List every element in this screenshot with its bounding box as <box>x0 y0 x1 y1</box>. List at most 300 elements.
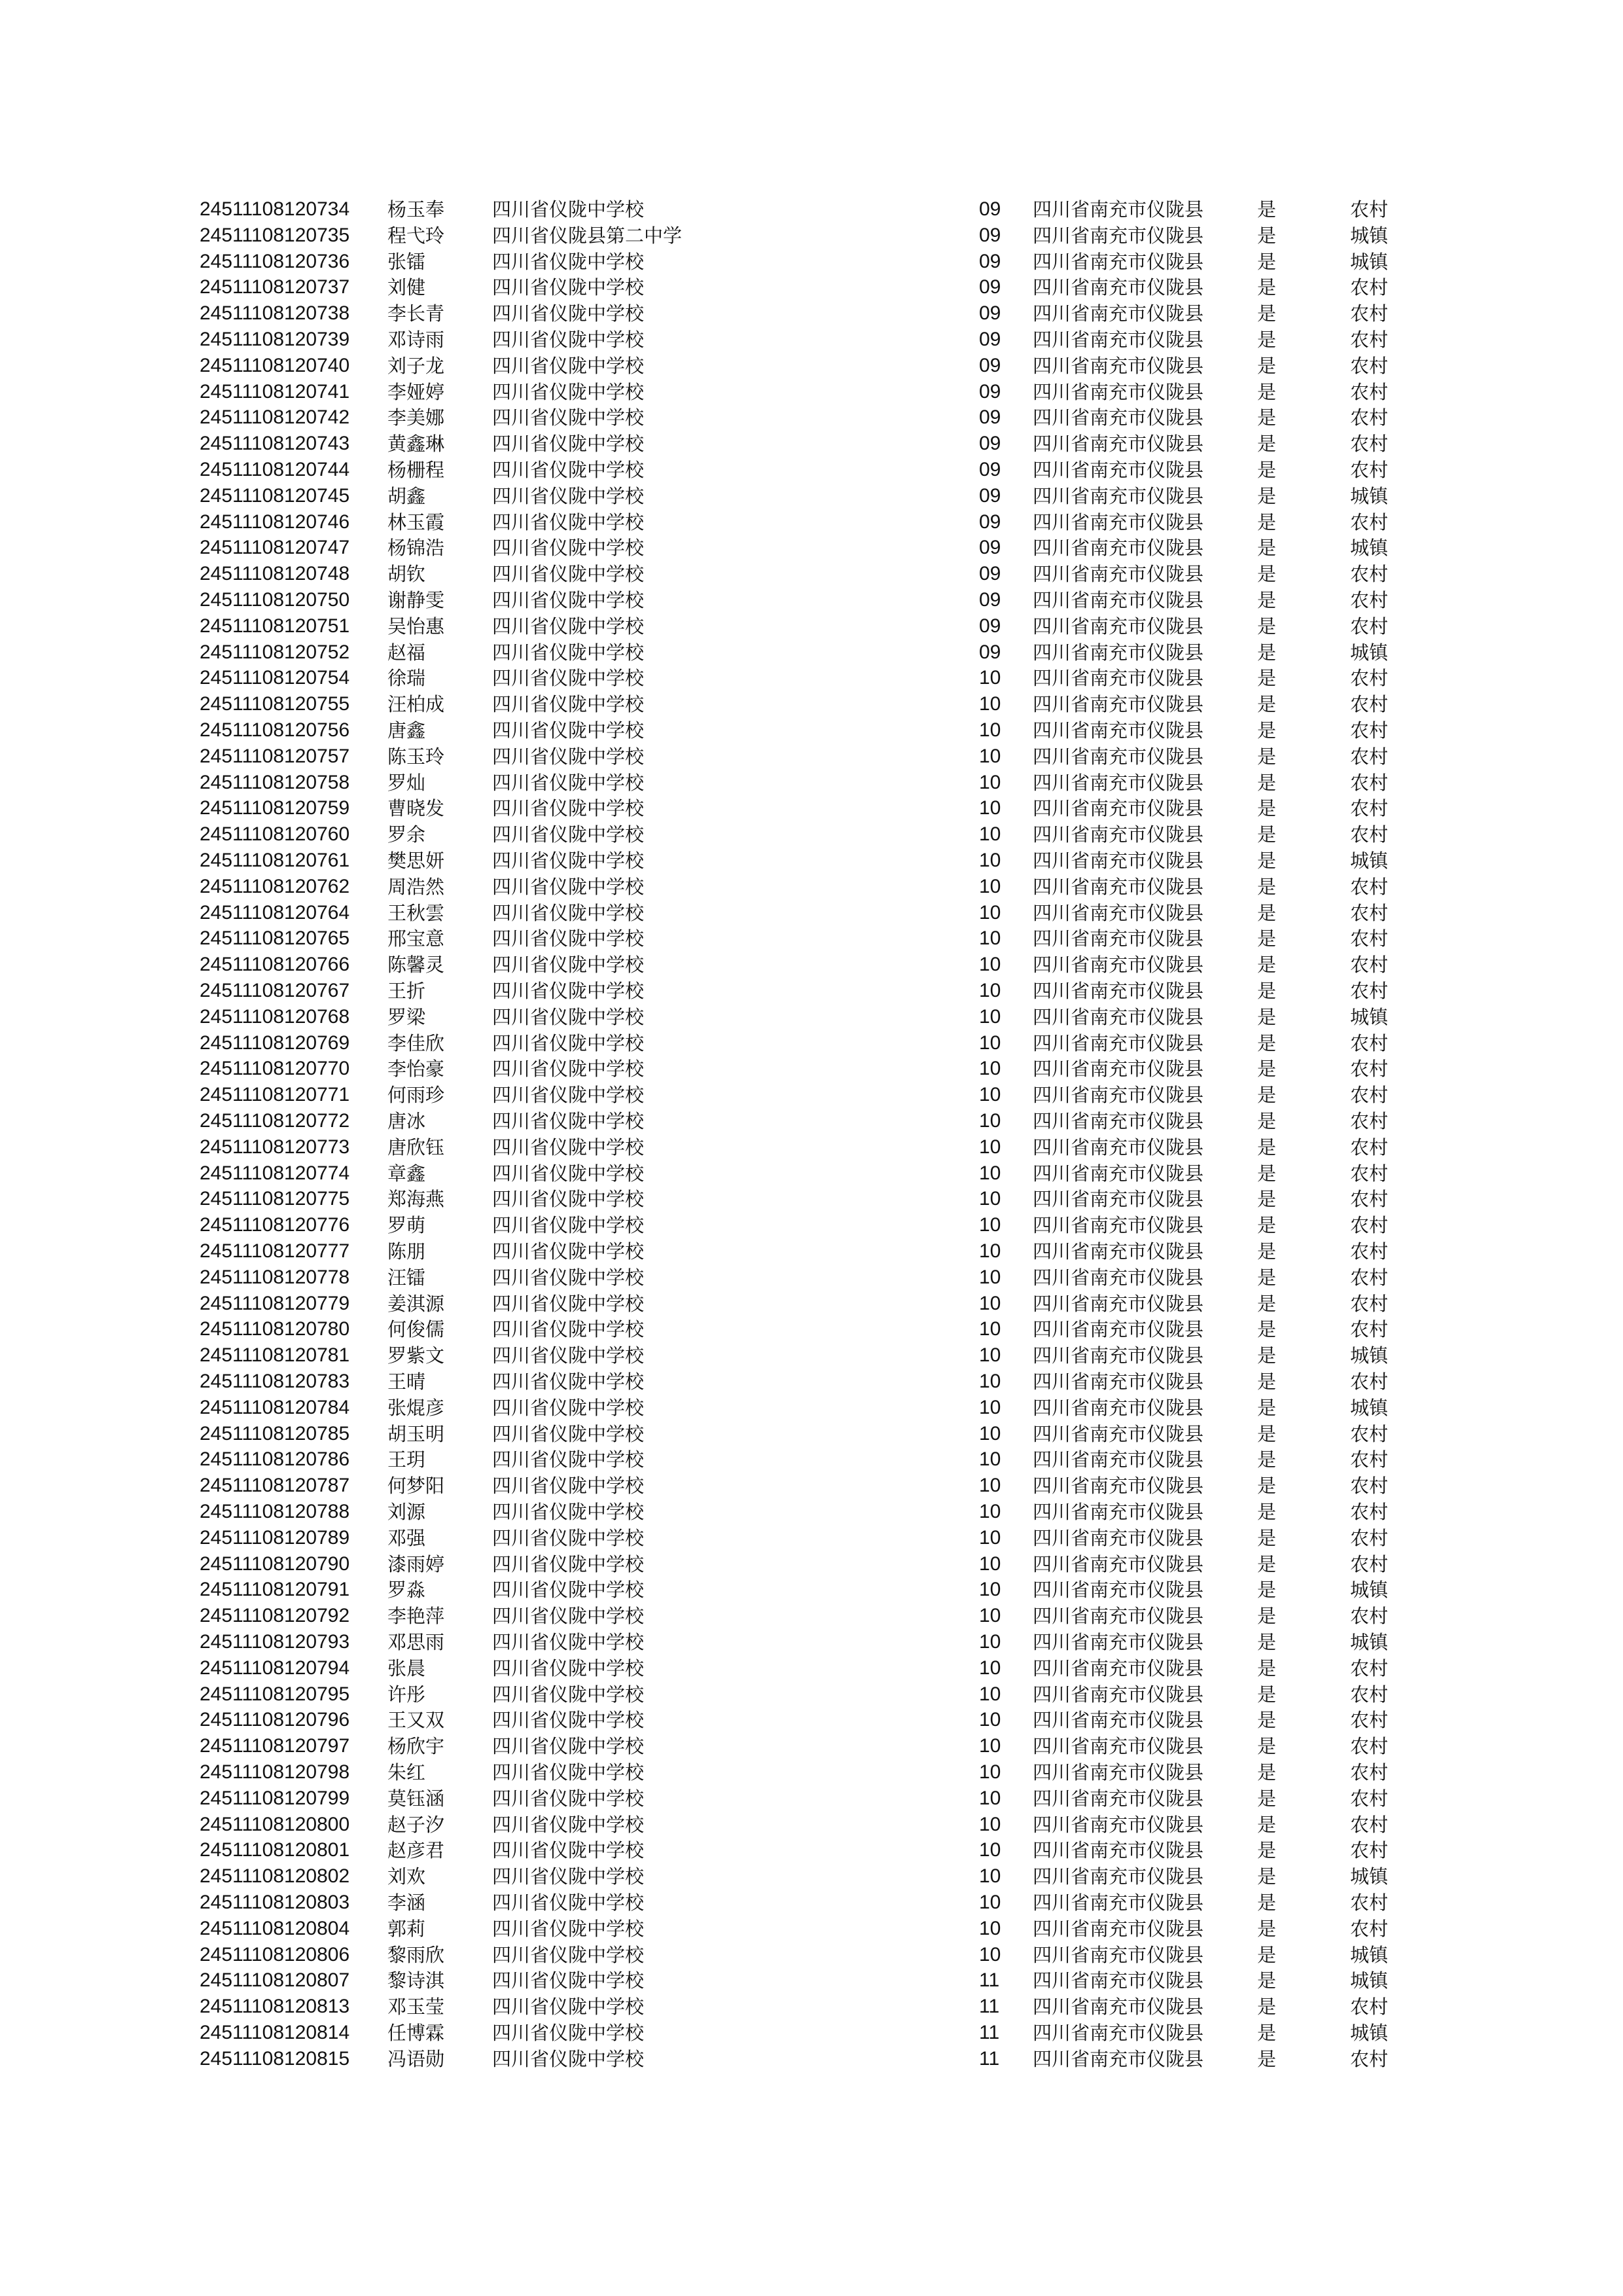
school-name: 四川省仪陇中学校 <box>492 1318 645 1341</box>
household-address: 四川省南充市仪陇县 <box>1033 1344 1204 1367</box>
local-flag: 是 <box>1257 745 1277 768</box>
class-number: 10 <box>979 719 1001 741</box>
class-number: 10 <box>979 1162 1001 1184</box>
household-address: 四川省南充市仪陇县 <box>1033 2022 1204 2044</box>
class-number: 10 <box>979 1943 1001 1965</box>
table-row <box>0 1863 1623 1890</box>
local-flag: 是 <box>1257 1709 1277 1732</box>
student-name: 唐鑫 <box>387 719 426 742</box>
table-row <box>0 1994 1623 2020</box>
table-row <box>0 353 1623 379</box>
table-row <box>0 744 1623 770</box>
local-flag: 是 <box>1257 1084 1277 1107</box>
student-name: 周浩然 <box>387 875 445 898</box>
school-name: 四川省仪陇中学校 <box>492 1761 645 1784</box>
class-number: 09 <box>979 511 1001 533</box>
student-id: 24511108120777 <box>200 1240 350 1262</box>
residence-type: 城镇 <box>1350 1943 1389 1966</box>
local-flag: 是 <box>1257 980 1277 1002</box>
table-row <box>0 613 1623 639</box>
table-row <box>0 379 1623 405</box>
class-number: 09 <box>979 459 1001 480</box>
class-number: 10 <box>979 1422 1001 1444</box>
table-row <box>0 848 1623 874</box>
household-address: 四川省南充市仪陇县 <box>1033 1162 1204 1185</box>
school-name: 四川省仪陇中学校 <box>492 693 645 716</box>
household-address: 四川省南充市仪陇县 <box>1033 1214 1204 1237</box>
student-id: 24511108120738 <box>200 302 350 325</box>
student-name: 漆雨婷 <box>387 1552 445 1575</box>
residence-type: 农村 <box>1350 980 1389 1002</box>
student-id: 24511108120801 <box>200 1839 350 1861</box>
class-number: 10 <box>979 1344 1001 1367</box>
table-row <box>0 1291 1623 1317</box>
local-flag: 是 <box>1257 1526 1277 1549</box>
local-flag: 是 <box>1257 1422 1277 1445</box>
student-name: 许彤 <box>387 1683 426 1706</box>
local-flag: 是 <box>1257 1396 1277 1419</box>
school-name: 四川省仪陇中学校 <box>492 1422 645 1445</box>
school-name: 四川省仪陇中学校 <box>492 1110 645 1132</box>
residence-type: 城镇 <box>1350 1396 1389 1419</box>
household-address: 四川省南充市仪陇县 <box>1033 1526 1204 1549</box>
residence-type: 农村 <box>1350 433 1389 456</box>
school-name: 四川省仪陇中学校 <box>492 1969 645 1992</box>
school-name: 四川省仪陇中学校 <box>492 589 645 611</box>
table-row <box>0 1759 1623 1785</box>
local-flag: 是 <box>1257 198 1277 221</box>
student-name: 罗灿 <box>387 771 426 794</box>
local-flag: 是 <box>1257 1110 1277 1132</box>
student-name: 赵彦君 <box>387 1839 445 1862</box>
student-id: 24511108120746 <box>200 511 350 533</box>
school-name: 四川省仪陇中学校 <box>492 901 645 924</box>
student-id: 24511108120784 <box>200 1396 350 1418</box>
student-name: 刘欢 <box>387 1865 426 1888</box>
residence-type: 农村 <box>1350 823 1389 846</box>
student-id: 24511108120772 <box>200 1110 350 1132</box>
household-address: 四川省南充市仪陇县 <box>1033 1084 1204 1107</box>
student-id: 24511108120756 <box>200 719 350 741</box>
school-name: 四川省仪陇中学校 <box>492 1136 645 1158</box>
household-address: 四川省南充市仪陇县 <box>1033 1735 1204 1758</box>
school-name: 四川省仪陇中学校 <box>492 1005 645 1028</box>
residence-type: 农村 <box>1350 2047 1389 2070</box>
residence-type: 农村 <box>1350 1162 1389 1185</box>
class-number: 11 <box>979 2022 1000 2043</box>
student-id: 24511108120804 <box>200 1917 350 1939</box>
student-id: 24511108120769 <box>200 1031 350 1054</box>
household-address: 四川省南充市仪陇县 <box>1033 1657 1204 1679</box>
student-id: 24511108120793 <box>200 1631 350 1653</box>
residence-type: 农村 <box>1350 1552 1389 1575</box>
local-flag: 是 <box>1257 667 1277 690</box>
household-address: 四川省南充市仪陇县 <box>1033 198 1204 221</box>
student-name: 李娅婷 <box>387 380 445 403</box>
student-name: 唐冰 <box>387 1110 426 1132</box>
table-row <box>0 717 1623 744</box>
school-name: 四川省仪陇县第二中学 <box>492 224 683 247</box>
table-row <box>0 1238 1623 1265</box>
household-address: 四川省南充市仪陇县 <box>1033 745 1204 768</box>
table-row <box>0 1603 1623 1629</box>
residence-type: 农村 <box>1350 1318 1389 1341</box>
table-row <box>0 665 1623 691</box>
class-number: 10 <box>979 927 1001 950</box>
local-flag: 是 <box>1257 1188 1277 1211</box>
local-flag: 是 <box>1257 1318 1277 1341</box>
table-row <box>0 1342 1623 1369</box>
household-address: 四川省南充市仪陇县 <box>1033 980 1204 1002</box>
household-address: 四川省南充市仪陇县 <box>1033 875 1204 898</box>
table-row <box>0 1890 1623 1916</box>
household-address: 四川省南充市仪陇县 <box>1033 406 1204 429</box>
student-name: 王秋雲 <box>387 901 445 924</box>
residence-type: 农村 <box>1350 1240 1389 1263</box>
student-id: 24511108120798 <box>200 1761 350 1783</box>
school-name: 四川省仪陇中学校 <box>492 1162 645 1185</box>
student-id: 24511108120780 <box>200 1318 350 1340</box>
class-number: 09 <box>979 484 1001 507</box>
table-row <box>0 457 1623 483</box>
class-number: 09 <box>979 302 1001 325</box>
residence-type: 农村 <box>1350 901 1389 924</box>
table-row <box>0 1004 1623 1030</box>
local-flag: 是 <box>1257 329 1277 351</box>
household-address: 四川省南充市仪陇县 <box>1033 1188 1204 1211</box>
student-id: 24511108120791 <box>200 1579 350 1601</box>
student-name: 陈朋 <box>387 1240 426 1263</box>
student-name: 曹晓发 <box>387 797 445 820</box>
household-address: 四川省南充市仪陇县 <box>1033 1969 1204 1992</box>
class-number: 10 <box>979 1839 1001 1861</box>
class-number: 10 <box>979 1813 1001 1835</box>
school-name: 四川省仪陇中学校 <box>492 1501 645 1523</box>
residence-type: 农村 <box>1350 667 1389 690</box>
class-number: 10 <box>979 693 1001 715</box>
student-id: 24511108120774 <box>200 1162 350 1184</box>
student-name: 刘健 <box>387 276 426 299</box>
household-address: 四川省南充市仪陇县 <box>1033 850 1204 872</box>
household-address: 四川省南充市仪陇县 <box>1033 224 1204 247</box>
student-id: 24511108120781 <box>200 1344 350 1367</box>
student-id: 24511108120734 <box>200 198 350 220</box>
residence-type: 农村 <box>1350 745 1389 768</box>
school-name: 四川省仪陇中学校 <box>492 1917 645 1940</box>
class-number: 09 <box>979 380 1001 403</box>
local-flag: 是 <box>1257 1787 1277 1810</box>
class-number: 10 <box>979 1917 1001 1939</box>
class-number: 09 <box>979 563 1001 585</box>
residence-type: 城镇 <box>1350 1631 1389 1653</box>
local-flag: 是 <box>1257 1344 1277 1367</box>
student-name: 唐欣钰 <box>387 1136 445 1158</box>
student-id: 24511108120785 <box>200 1422 350 1444</box>
student-id: 24511108120795 <box>200 1683 350 1705</box>
school-name: 四川省仪陇中学校 <box>492 1084 645 1107</box>
class-number: 10 <box>979 1865 1001 1888</box>
school-name: 四川省仪陇中学校 <box>492 329 645 351</box>
class-number: 10 <box>979 1709 1001 1731</box>
local-flag: 是 <box>1257 224 1277 247</box>
student-id: 24511108120759 <box>200 797 350 819</box>
class-number: 10 <box>979 823 1001 846</box>
school-name: 四川省仪陇中学校 <box>492 1552 645 1575</box>
student-name: 李佳欣 <box>387 1031 445 1054</box>
student-name: 罗紫文 <box>387 1344 445 1367</box>
residence-type: 农村 <box>1350 954 1389 977</box>
class-number: 10 <box>979 1892 1001 1913</box>
student-id: 24511108120786 <box>200 1448 350 1471</box>
student-name: 章鑫 <box>387 1162 426 1185</box>
household-address: 四川省南充市仪陇县 <box>1033 1240 1204 1263</box>
class-number: 10 <box>979 1136 1001 1158</box>
student-id: 24511108120760 <box>200 823 350 846</box>
table-row <box>0 196 1623 223</box>
student-name: 胡鑫 <box>387 484 426 507</box>
student-name: 张焜彦 <box>387 1396 445 1419</box>
table-row <box>0 1629 1623 1655</box>
household-address: 四川省南充市仪陇县 <box>1033 1266 1204 1289</box>
school-name: 四川省仪陇中学校 <box>492 1605 645 1628</box>
student-id: 24511108120737 <box>200 276 350 298</box>
local-flag: 是 <box>1257 563 1277 586</box>
local-flag: 是 <box>1257 354 1277 377</box>
residence-type: 农村 <box>1350 719 1389 742</box>
student-id: 24511108120762 <box>200 875 350 897</box>
school-name: 四川省仪陇中学校 <box>492 927 645 950</box>
household-address: 四川省南充市仪陇县 <box>1033 954 1204 977</box>
local-flag: 是 <box>1257 954 1277 977</box>
student-id: 24511108120768 <box>200 1005 350 1028</box>
school-name: 四川省仪陇中学校 <box>492 1631 645 1653</box>
local-flag: 是 <box>1257 1969 1277 1992</box>
table-row <box>0 770 1623 796</box>
table-row <box>0 795 1623 821</box>
local-flag: 是 <box>1257 1058 1277 1081</box>
local-flag: 是 <box>1257 1240 1277 1263</box>
household-address: 四川省南充市仪陇县 <box>1033 1709 1204 1732</box>
class-number: 09 <box>979 537 1001 559</box>
student-name: 李怡豪 <box>387 1058 445 1081</box>
student-id: 24511108120755 <box>200 693 350 715</box>
local-flag: 是 <box>1257 641 1277 664</box>
local-flag: 是 <box>1257 589 1277 611</box>
table-row <box>0 1316 1623 1342</box>
residence-type: 农村 <box>1350 1892 1389 1914</box>
residence-type: 农村 <box>1350 1058 1389 1081</box>
table-row <box>0 1421 1623 1447</box>
local-flag: 是 <box>1257 1761 1277 1784</box>
school-name: 四川省仪陇中学校 <box>492 797 645 820</box>
local-flag: 是 <box>1257 797 1277 820</box>
residence-type: 农村 <box>1350 1448 1389 1471</box>
student-name: 黎诗淇 <box>387 1969 445 1992</box>
table-row <box>0 1967 1623 1994</box>
class-number: 11 <box>979 2047 1000 2070</box>
student-name: 姜淇源 <box>387 1292 445 1315</box>
table-row <box>0 404 1623 431</box>
class-number: 10 <box>979 667 1001 689</box>
residence-type: 城镇 <box>1350 1005 1389 1028</box>
residence-type: 农村 <box>1350 1136 1389 1158</box>
table-row <box>0 1577 1623 1603</box>
table-row <box>0 1707 1623 1733</box>
student-id: 24511108120740 <box>200 354 350 376</box>
table-row <box>0 587 1623 613</box>
household-address: 四川省南充市仪陇县 <box>1033 1996 1204 2018</box>
class-number: 09 <box>979 589 1001 611</box>
table-row <box>0 223 1623 249</box>
residence-type: 城镇 <box>1350 1969 1389 1992</box>
table-row <box>0 1681 1623 1708</box>
local-flag: 是 <box>1257 511 1277 533</box>
class-number: 10 <box>979 1579 1001 1601</box>
school-name: 四川省仪陇中学校 <box>492 537 645 560</box>
student-id: 24511108120799 <box>200 1787 350 1809</box>
student-name: 汪柏成 <box>387 693 445 716</box>
local-flag: 是 <box>1257 250 1277 273</box>
class-number: 10 <box>979 850 1001 871</box>
student-id: 24511108120743 <box>200 433 350 455</box>
household-address: 四川省南充市仪陇县 <box>1033 1943 1204 1966</box>
school-name: 四川省仪陇中学校 <box>492 276 645 299</box>
student-name: 陈玉玲 <box>387 745 445 768</box>
residence-type: 农村 <box>1350 875 1389 898</box>
household-address: 四川省南充市仪陇县 <box>1033 354 1204 377</box>
household-address: 四川省南充市仪陇县 <box>1033 1761 1204 1784</box>
student-name: 王又双 <box>387 1709 445 1732</box>
student-name: 邓强 <box>387 1526 426 1549</box>
local-flag: 是 <box>1257 484 1277 507</box>
class-number: 09 <box>979 641 1001 663</box>
table-row <box>0 1030 1623 1056</box>
residence-type: 城镇 <box>1350 224 1389 247</box>
household-address: 四川省南充市仪陇县 <box>1033 927 1204 950</box>
student-name: 吴怡惠 <box>387 615 445 637</box>
table-row <box>0 978 1623 1004</box>
household-address: 四川省南充市仪陇县 <box>1033 1318 1204 1341</box>
class-number: 10 <box>979 1031 1001 1054</box>
residence-type: 农村 <box>1350 615 1389 637</box>
school-name: 四川省仪陇中学校 <box>492 719 645 742</box>
student-id: 24511108120776 <box>200 1214 350 1236</box>
table-row <box>0 1837 1623 1863</box>
table-row <box>0 249 1623 275</box>
student-id: 24511108120792 <box>200 1605 350 1627</box>
class-number: 10 <box>979 1605 1001 1627</box>
school-name: 四川省仪陇中学校 <box>492 250 645 273</box>
residence-type: 农村 <box>1350 1787 1389 1810</box>
residence-type: 农村 <box>1350 1084 1389 1107</box>
student-name: 张晨 <box>387 1657 426 1679</box>
local-flag: 是 <box>1257 1031 1277 1054</box>
local-flag: 是 <box>1257 1865 1277 1888</box>
residence-type: 城镇 <box>1350 1344 1389 1367</box>
local-flag: 是 <box>1257 875 1277 898</box>
school-name: 四川省仪陇中学校 <box>492 1188 645 1211</box>
class-number: 10 <box>979 1110 1001 1132</box>
student-id: 24511108120796 <box>200 1709 350 1731</box>
student-name: 李艳萍 <box>387 1605 445 1628</box>
residence-type: 农村 <box>1350 1501 1389 1523</box>
household-address: 四川省南充市仪陇县 <box>1033 1031 1204 1054</box>
household-address: 四川省南充市仪陇县 <box>1033 667 1204 690</box>
table-row <box>0 1785 1623 1812</box>
class-number: 09 <box>979 198 1001 220</box>
local-flag: 是 <box>1257 406 1277 429</box>
school-name: 四川省仪陇中学校 <box>492 1266 645 1289</box>
school-name: 四川省仪陇中学校 <box>492 459 645 481</box>
table-row <box>0 2046 1623 2072</box>
school-name: 四川省仪陇中学校 <box>492 1787 645 1810</box>
household-address: 四川省南充市仪陇县 <box>1033 1396 1204 1419</box>
residence-type: 农村 <box>1350 1526 1389 1549</box>
school-name: 四川省仪陇中学校 <box>492 302 645 325</box>
class-number: 10 <box>979 1735 1001 1757</box>
local-flag: 是 <box>1257 1005 1277 1028</box>
table-row <box>0 1473 1623 1499</box>
class-number: 10 <box>979 954 1001 976</box>
residence-type: 农村 <box>1350 1761 1389 1784</box>
household-address: 四川省南充市仪陇县 <box>1033 1475 1204 1498</box>
local-flag: 是 <box>1257 1448 1277 1471</box>
school-name: 四川省仪陇中学校 <box>492 198 645 221</box>
school-name: 四川省仪陇中学校 <box>492 1579 645 1602</box>
class-number: 10 <box>979 1188 1001 1210</box>
table-row <box>0 1916 1623 1942</box>
student-name: 陈馨灵 <box>387 954 445 977</box>
class-number: 10 <box>979 1005 1001 1028</box>
household-address: 四川省南充市仪陇县 <box>1033 1292 1204 1315</box>
school-name: 四川省仪陇中学校 <box>492 641 645 664</box>
student-name: 黄鑫琳 <box>387 433 445 456</box>
table-row <box>0 1812 1623 1838</box>
student-id: 24511108120744 <box>200 459 350 480</box>
residence-type: 农村 <box>1350 1813 1389 1836</box>
school-name: 四川省仪陇中学校 <box>492 1526 645 1549</box>
school-name: 四川省仪陇中学校 <box>492 771 645 794</box>
residence-type: 农村 <box>1350 693 1389 716</box>
student-name: 任博霖 <box>387 2022 445 2044</box>
school-name: 四川省仪陇中学校 <box>492 875 645 898</box>
table-row <box>0 1551 1623 1577</box>
student-name: 谢静雯 <box>387 589 445 611</box>
student-id: 24511108120806 <box>200 1943 350 1965</box>
local-flag: 是 <box>1257 1214 1277 1237</box>
household-address: 四川省南充市仪陇县 <box>1033 537 1204 560</box>
table-row <box>0 1733 1623 1759</box>
table-row <box>0 2020 1623 2046</box>
table-row <box>0 483 1623 509</box>
table-row <box>0 1212 1623 1238</box>
student-id: 24511108120757 <box>200 745 350 767</box>
class-number: 10 <box>979 1240 1001 1262</box>
residence-type: 农村 <box>1350 1266 1389 1289</box>
residence-type: 农村 <box>1350 1605 1389 1628</box>
school-name: 四川省仪陇中学校 <box>492 511 645 533</box>
student-name: 刘子龙 <box>387 354 445 377</box>
residence-type: 城镇 <box>1350 537 1389 560</box>
school-name: 四川省仪陇中学校 <box>492 1058 645 1081</box>
school-name: 四川省仪陇中学校 <box>492 406 645 429</box>
class-number: 10 <box>979 797 1001 819</box>
class-number: 10 <box>979 1396 1001 1418</box>
student-name: 杨锦浩 <box>387 537 445 560</box>
local-flag: 是 <box>1257 2047 1277 2070</box>
residence-type: 农村 <box>1350 1214 1389 1237</box>
school-name: 四川省仪陇中学校 <box>492 1892 645 1914</box>
